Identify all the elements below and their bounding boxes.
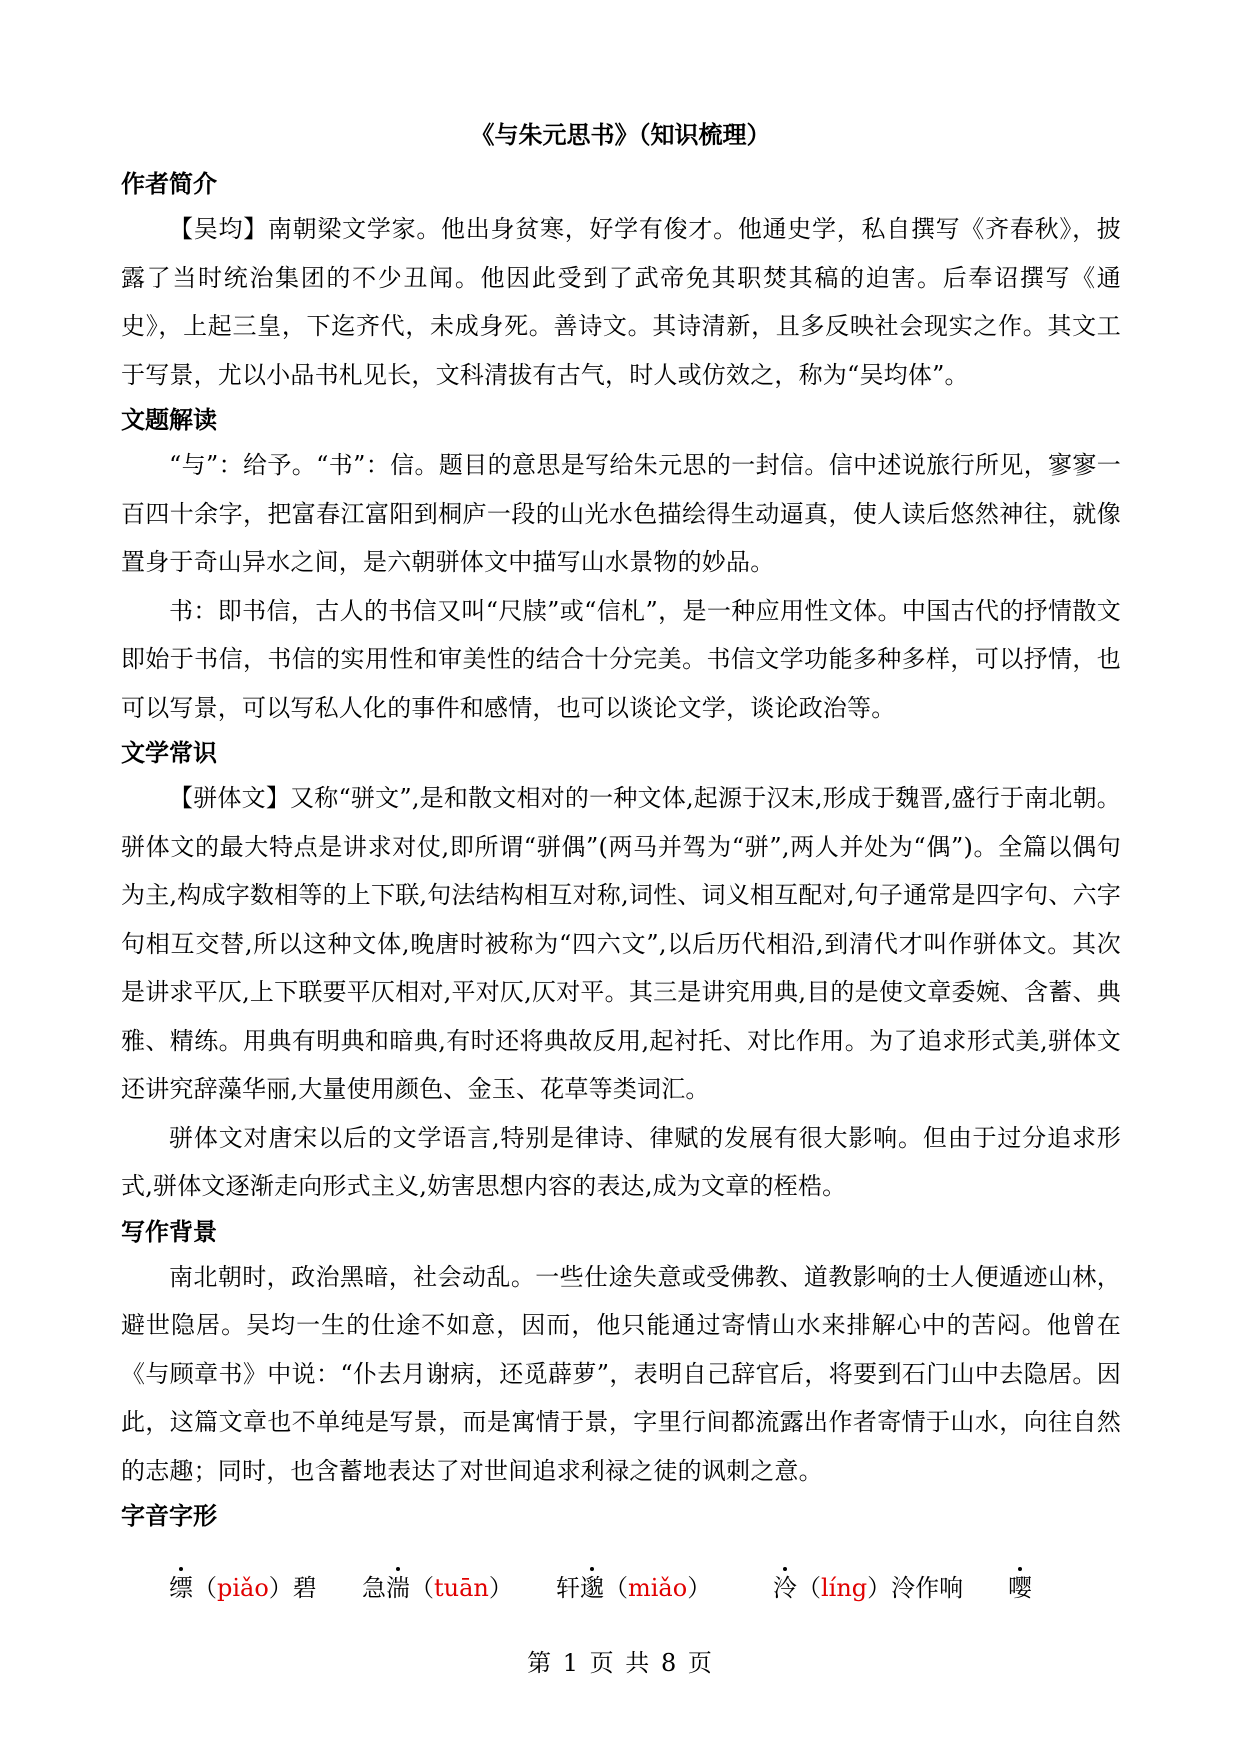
document-body: [121, 163, 1121, 1615]
pron-paren-open: （: [797, 1574, 821, 1602]
background-paragraph: 南北朝时，政治黑暗，社会动乱。一些仕途失意或受佛教、道教影响的士人便遁迹山林，避世隐居。吴均一生的仕途不如意，因而，他只能通过寄情山水来排解心中的苦闷。他曾在《与顾章书》中说：“仆去月谢病，还觅薜萝”，表明自己辞官后，将要到石门山中去隐居。因此，这篇文章也不单纯是写景，而是寓情于景，字里行间都流露出作者寄情于山水，向往自然的志趣；同时，也含蓄地表达了对世间追求利禄之徒的讽刺之意。: [121, 1262, 1121, 1485]
pron-pinyin: tuān: [434, 1574, 489, 1602]
pron-paren-open: （: [410, 1574, 434, 1602]
emphasis-dot: [590, 1567, 594, 1571]
pronunciation-item: [773, 1571, 963, 1605]
emphasis-dot: [179, 1567, 183, 1571]
pron-paren-close: ）: [488, 1574, 513, 1602]
pronunciation-item: [362, 1571, 513, 1605]
section-heading-author: 作者简介: [121, 170, 217, 198]
pron-paren-close: ）: [867, 1574, 892, 1602]
pronunciation-item: [169, 1571, 317, 1605]
pron-word: 缥: [169, 1574, 193, 1602]
literary-paragraph-1: 【骈体文】又称“骈文”,是和散文相对的一种文体,起源于汉末,形成于魏晋,盛行于南北朝。骈体文的最大特点是讲求对仗,即所谓“骈偶”(两马并驾为“骈”,两人并处为“偶”)。全篇以偶句为主,构成字数相等的上下联,句法结构相互对称,词性、词义相互配对,句子通常是四字句、六字句相互交替,所以这种文体,晚唐时被称为“四六文”,以后历代相沿,到清代才叫作骈体文。其次是讲求平仄,上下联要平仄相对,平对仄,仄对平。其三是讲究用典,目的是使文章委婉、含蓄、典雅、精练。用典有明典和暗典,有时还将典故反用,起衬托、对比作用。为了追求形式美,骈体文还讲究辞藻华丽,大量使用颜色、金玉、花草等类词汇。: [121, 784, 1121, 1103]
section-heading-title-reading: 文题解读: [121, 406, 217, 434]
pron-paren-close: ）: [268, 1574, 293, 1602]
literary-paragraph-2: 骈体文对唐宋以后的文学语言,特别是律诗、律赋的发展有很大影响。但由于过分追求形式,骈体文逐渐走向形式主义,妨害思想内容的表达,成为文章的桎梏。: [121, 1123, 1121, 1200]
emphasis-dot: [396, 1567, 400, 1571]
page-title: 《与朱元思书》（知识梳理）: [470, 121, 771, 149]
pron-paren-open: （: [193, 1574, 217, 1602]
pron-word-suffix: 碧: [292, 1574, 317, 1602]
author-paragraph: 【吴均】南朝梁文学家。他出身贫寒，好学有俊才。他通史学，私自撰写《齐春秋》，披露了当时统治集团的不少丑闻。他因此受到了武帝免其职焚其稿的迫害。后奉诏撰写《通史》，上起三皇，下迄齐代，未成身死。善诗文。其诗清新，且多反映社会现实之作。其文工于写景，尤以小品书札见长，文科清拔有古气，时人或仿效之，称为“吴均体”。: [121, 215, 1121, 389]
section-heading-literary: 文学常识: [121, 739, 217, 767]
section-heading-pronunciation: 字音字形: [121, 1502, 217, 1530]
pron-pinyin: piǎo: [217, 1574, 269, 1602]
pron-word: 嘤: [1008, 1574, 1032, 1602]
pron-word: 急湍: [362, 1574, 410, 1602]
page-footer: 第 1 页 共 8 页: [527, 1649, 714, 1677]
pron-paren-close: ）: [687, 1574, 712, 1602]
emphasis-dot: [1018, 1567, 1022, 1571]
title-reading-paragraph-1: “与”：给予。“书”：信。题目的意思是写给朱元思的一封信。信中述说旅行所见，寥寥一百四十余字，把富春江富阳到桐庐一段的山光水色描绘得生动逼真，使人读后悠然神往，就像置身于奇山异水之间，是六朝骈体文中描写山水景物的妙品。: [121, 451, 1121, 576]
pronunciation-item: [556, 1571, 711, 1605]
section-heading-background: 写作背景: [121, 1217, 217, 1246]
pronunciation-item: [1008, 1571, 1032, 1605]
pron-word-suffix: 泠作响: [891, 1574, 964, 1602]
pron-word: 泠: [773, 1574, 797, 1602]
pron-word: 轩邈: [556, 1574, 604, 1602]
pronunciation-row: [121, 1555, 1121, 1615]
pron-paren-open: （: [604, 1574, 628, 1602]
pron-pinyin: líng: [821, 1574, 868, 1602]
title-reading-paragraph-2: 书：即书信，古人的书信又叫“尺牍”或“信札”，是一种应用性文体。中国古代的抒情散文即始于书信，书信的实用性和审美性的结合十分完美。书信文学功能多种多样，可以抒情，也可以写景，可以写私人化的事件和感情，也可以谈论文学，谈论政治等。: [121, 596, 1121, 722]
pron-pinyin: miǎo: [628, 1574, 688, 1602]
emphasis-dot: [783, 1567, 787, 1571]
